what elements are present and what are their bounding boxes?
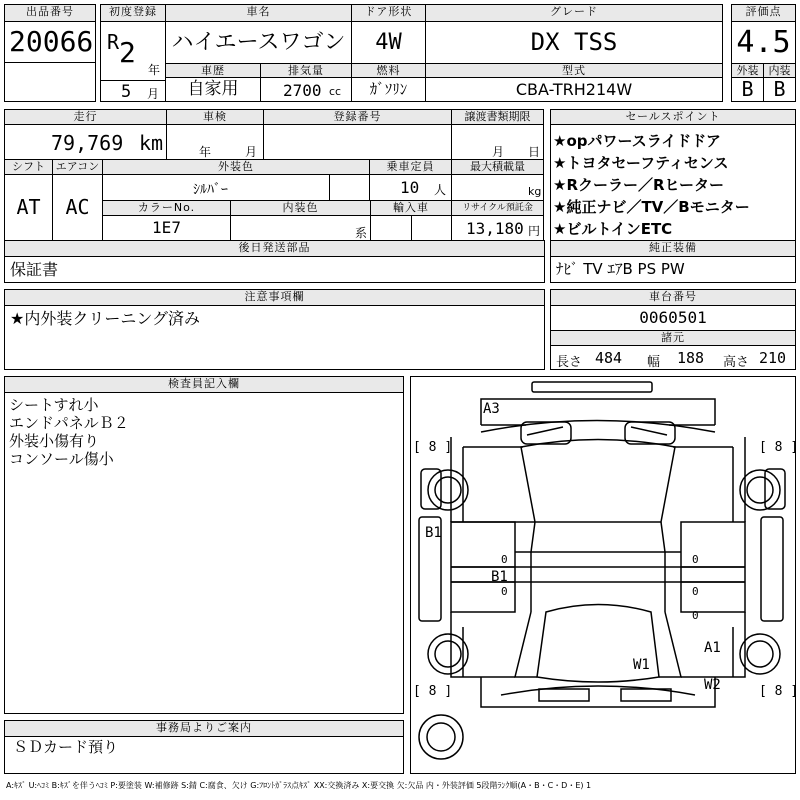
inspector-line: 外装小傷有り	[9, 432, 100, 450]
registration-year-cell	[100, 21, 166, 81]
displacement-unit: cc	[329, 85, 342, 98]
plate-value	[263, 124, 452, 160]
damage-diagram	[410, 376, 799, 774]
selling-point-item: ★ビルトインETC	[553, 220, 673, 238]
max-load-cell	[451, 174, 544, 201]
capacity-value: 10	[400, 178, 420, 197]
model-value: CBA-TRH214W	[425, 77, 723, 102]
inspection-cell	[166, 124, 264, 160]
later-parts-value: 保証書	[4, 256, 545, 283]
transfer-label: 譲渡書類期限	[451, 109, 544, 125]
score-exterior: B	[731, 77, 764, 102]
tire-depth-rear-right: [ 8 ]	[759, 684, 799, 699]
mark-zero: 0	[692, 609, 699, 622]
registration-month-cell	[100, 80, 166, 102]
inspection-year-unit: 年	[199, 145, 212, 159]
selling-point-item: ★opパワースライドドア	[553, 132, 721, 150]
legend: A:ｷｽﾞ U:ﾍｺﾐ B:ｷｽﾞを伴うﾍｺﾐ P:要塗装 W:補修跡 S:錆 C:腐食、欠け G:ﾌﾛﾝﾄｶﾞﾗｽ点ｷｽﾞ XX:交換済み X:要交換 欠:欠品 内・外装評価 5段階ﾗﾝｸ順(A・B・C・D・E) 1	[6, 781, 592, 790]
selling-points-label: セールスポイント	[550, 109, 796, 125]
recycle-unit: 円	[528, 224, 541, 238]
displacement-label: 排気量	[260, 63, 352, 78]
length-value: 484	[595, 349, 623, 367]
mark-zero: 0	[501, 585, 508, 598]
score-exterior-label: 外装	[731, 63, 764, 78]
mileage-value: 79,769	[51, 131, 124, 155]
exterior-color-label: 外装色	[102, 159, 370, 175]
selling-points-list	[550, 124, 796, 241]
grade-value: DX TSS	[425, 21, 723, 64]
interior-color-label: 内装色	[230, 200, 371, 216]
history-label: 車歴	[165, 63, 261, 78]
registration-label: 初度登録	[100, 4, 166, 22]
selling-point-item: ★純正ナビ／TV／Bモニター	[553, 198, 750, 216]
color-no-value: 1E7	[102, 215, 231, 241]
width-value: 188	[677, 349, 705, 367]
model-label: 型式	[425, 63, 723, 78]
tire-depth-front-left: [ 8 ]	[413, 440, 453, 455]
import-cell	[370, 215, 452, 241]
lot-blank	[4, 62, 96, 102]
car-outline	[411, 377, 797, 775]
mark-b1-left: B1	[425, 525, 442, 541]
office-label: 事務局よりご案内	[4, 720, 404, 737]
capacity-cell	[369, 174, 452, 201]
recycle-cell	[451, 215, 544, 241]
car-name: ハイエースワゴン	[165, 21, 352, 64]
height-label: 高さ	[723, 355, 750, 370]
mileage-cell	[4, 124, 167, 160]
registration-month-unit: 月	[147, 87, 160, 101]
transfer-cell	[451, 124, 544, 160]
displacement-value: 2700	[283, 81, 322, 100]
capacity-label: 乗車定員	[369, 159, 452, 175]
recycle-value: 13,180	[466, 219, 524, 238]
recycle-label: リサイクル預託金	[451, 200, 544, 216]
color-no-label: カラーNo.	[102, 200, 231, 216]
inspection-label: 車検	[166, 109, 264, 125]
dimensions-cell	[550, 345, 796, 370]
equipment-value: ﾅﾋﾞ TV ｴｱB PS PW	[550, 256, 796, 283]
mark-b1-center: B1	[491, 569, 508, 585]
shift-value: AT	[4, 174, 53, 241]
notes-value: ★内外装クリーニング済み	[4, 305, 545, 370]
equipment-label: 純正装備	[550, 240, 796, 257]
history-value: 自家用	[165, 77, 261, 102]
later-parts-label: 後日発送部品	[4, 240, 545, 257]
inspector-label: 検査員記入欄	[4, 376, 404, 393]
score-interior: B	[763, 77, 796, 102]
chassis-label: 車台番号	[550, 289, 796, 306]
car-name-label: 車名	[165, 4, 352, 22]
inspector-line: エンドパネルＢ２	[9, 414, 129, 432]
registration-year-unit: 年	[148, 63, 161, 77]
door-label: ドア形状	[351, 4, 426, 22]
mark-a1: A1	[704, 640, 721, 656]
chassis-value: 0060501	[550, 305, 796, 331]
mark-zero: 0	[692, 585, 699, 598]
notes-label: 注意事項欄	[4, 289, 545, 306]
exterior-color-divider	[329, 175, 330, 202]
max-load-unit: kg	[528, 185, 542, 198]
tire-depth-front-right: [ 8 ]	[759, 440, 799, 455]
tire-depth-rear-left: [ 8 ]	[413, 684, 453, 699]
max-load-label: 最大積載量	[451, 159, 544, 175]
selling-point-item: ★トヨタセーフティセンス	[553, 154, 729, 172]
selling-point-item: ★Rクーラー／Rヒーター	[553, 176, 724, 194]
import-label: 輸入車	[370, 200, 452, 216]
registration-month: 5	[121, 82, 132, 102]
import-divider	[411, 216, 412, 242]
registration-era: R	[107, 30, 120, 54]
mark-zero: 0	[501, 553, 508, 566]
transfer-day-unit: 日	[528, 145, 541, 159]
capacity-unit: 人	[434, 183, 447, 197]
score-value: 4.5	[731, 21, 796, 64]
inspector-line: シートすれ小	[9, 396, 99, 414]
inspection-month-unit: 月	[245, 145, 258, 159]
width-label: 幅	[647, 355, 661, 370]
length-label: 長さ	[556, 355, 583, 370]
mark-zero: 0	[692, 553, 699, 566]
registration-year: 2	[119, 36, 136, 69]
aircon-label: エアコン	[52, 159, 103, 175]
mileage-unit: km	[139, 131, 164, 155]
exterior-color-value: ｼﾙﾊﾞｰ	[193, 182, 228, 198]
inspector-notes	[4, 392, 404, 714]
aircon-value: AC	[52, 174, 103, 241]
lot-label: 出品番号	[4, 4, 96, 22]
displacement-cell	[260, 77, 352, 102]
door-value: 4W	[351, 21, 426, 64]
inspector-line: コンソール傷小	[9, 450, 114, 468]
mark-a3: A3	[483, 401, 500, 417]
fuel-label: 燃料	[351, 63, 426, 78]
dimensions-label: 諸元	[550, 330, 796, 346]
mark-w2: W2	[704, 677, 721, 693]
height-value: 210	[759, 349, 787, 367]
plate-label: 登録番号	[263, 109, 452, 125]
interior-color-unit: 系	[355, 226, 368, 240]
mileage-label: 走行	[4, 109, 167, 125]
grade-label: グレード	[425, 4, 723, 22]
score-interior-label: 内装	[763, 63, 796, 78]
shift-label: シフト	[4, 159, 53, 175]
interior-color-cell	[230, 215, 371, 241]
lot-number: 20066	[4, 21, 96, 63]
office-value: ＳＤカード預り	[4, 736, 404, 774]
mark-w1: W1	[633, 657, 650, 673]
transfer-month-unit: 月	[492, 145, 505, 159]
exterior-color-cell	[102, 174, 370, 201]
score-label: 評価点	[731, 4, 796, 22]
fuel-value: ｶﾞｿﾘﾝ	[351, 77, 426, 102]
